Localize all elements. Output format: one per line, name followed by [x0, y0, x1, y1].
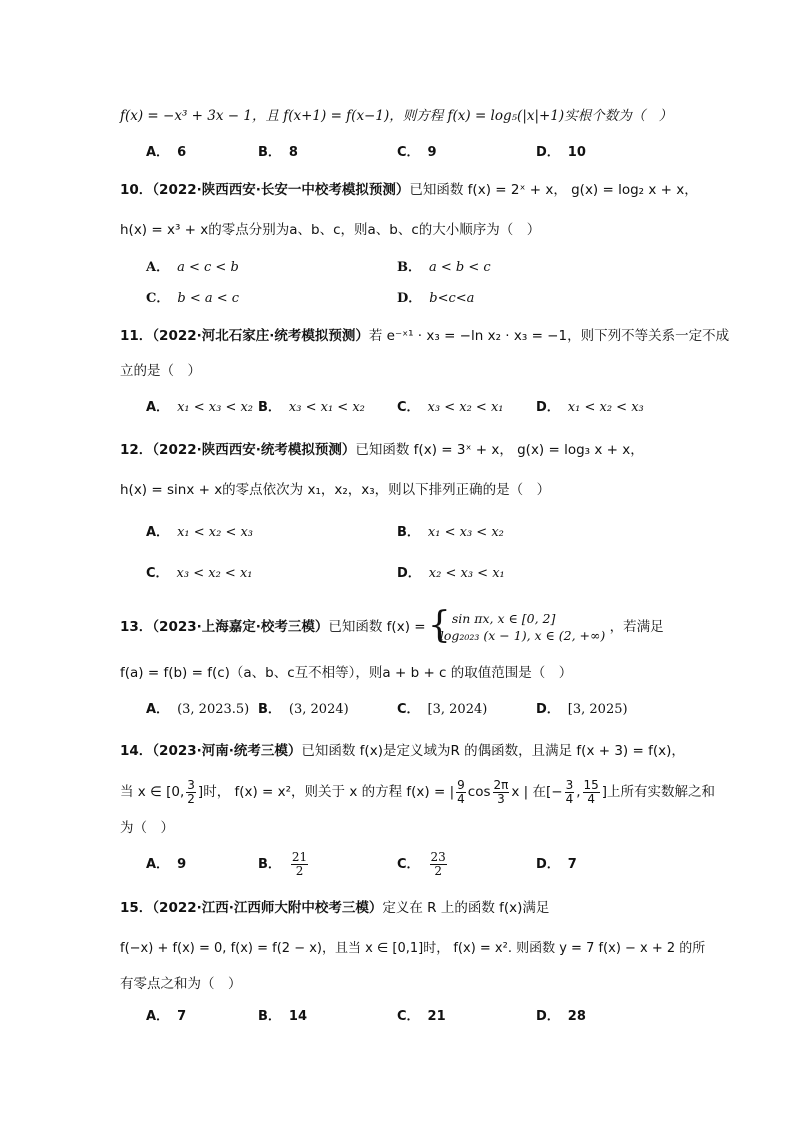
option-label: D． — [536, 145, 560, 160]
q9-stem: f(x) = −x³ + 3x − 1，且 f(x+1) = f(x−1)，则方程 f(x) = log₅(|x|+1)实根个数为（ ） — [120, 108, 673, 124]
option-label: D． — [536, 702, 560, 717]
fraction — [456, 779, 466, 806]
q12-option-d[interactable] — [397, 564, 505, 584]
option-label: D． — [397, 291, 422, 306]
option-label: D． — [397, 566, 421, 581]
q12-option-a[interactable] — [146, 523, 253, 543]
fraction — [583, 779, 600, 806]
q14-option-a[interactable] — [146, 855, 186, 875]
option-value: a < b < c — [429, 260, 491, 275]
q10-option-b[interactable] — [397, 258, 491, 278]
option-value: (3, 2023.5) — [177, 702, 250, 717]
q14-header — [120, 741, 685, 761]
numerator: 23 — [430, 850, 446, 864]
piecewise-definition — [430, 610, 605, 644]
question-stem-tail: ，若满足 — [609, 619, 664, 635]
option-label: A． — [146, 400, 170, 415]
option-value: 7 — [177, 1009, 187, 1024]
option-value: b < a < c — [177, 291, 240, 306]
option-value: 6 — [177, 145, 187, 160]
q10-option-c[interactable] — [146, 289, 239, 309]
q14-option-c[interactable] — [397, 848, 449, 882]
q9-option-b[interactable] — [258, 143, 298, 163]
option-value: (3, 2024) — [288, 702, 349, 717]
option-label: B． — [258, 400, 281, 415]
q10-header — [120, 180, 698, 200]
q15-stem-3: 有零点之和为（ ） — [120, 976, 242, 992]
option-value: x₃ < x₂ < x₁ — [427, 400, 504, 415]
q15-stem-2: f(−x) + f(x) = 0, f(x) = f(2 − x)，且当 x ∈ [0,1]时， f(x) = x². 则函数 y = 7 f(x) − x + 2 的所 — [120, 941, 706, 956]
option-value: 21 — [427, 1009, 446, 1024]
q9-option-d[interactable] — [536, 143, 586, 163]
stem-part: ]上所有实数解之和 — [601, 784, 716, 800]
option-label: A． — [146, 1009, 170, 1024]
stem-part: ]时， f(x) = x²，则关于 x 的方程 f(x) = | — [197, 784, 455, 800]
q14-stem-3: 为（ ） — [120, 820, 174, 836]
q9-option-c[interactable] — [397, 143, 437, 163]
option-label: B． — [258, 1009, 281, 1024]
option-value: x₃ < x₂ < x₁ — [176, 566, 253, 581]
numerator: 21 — [291, 850, 308, 864]
denominator: 2 — [434, 864, 442, 878]
option-value: 9 — [177, 857, 187, 872]
option-value: x₁ < x₃ < x₂ — [177, 400, 254, 415]
option-label: D． — [536, 857, 560, 872]
fraction — [186, 779, 196, 806]
question-source: （2023·上海嘉定·校考三模） — [152, 619, 329, 635]
option-label: A． — [146, 525, 170, 540]
option-label: A． — [146, 260, 170, 275]
option-value: 9 — [427, 145, 437, 160]
option-label: C． — [397, 400, 420, 415]
option-value: x₂ < x₃ < x₁ — [428, 566, 505, 581]
q15-option-d[interactable] — [536, 1007, 586, 1027]
q14-stem-2 — [120, 777, 715, 807]
question-stem: 已知函数 f(x) = 2ˣ + x， g(x) = log₂ x + x， — [409, 182, 698, 198]
q12-option-b[interactable] — [397, 523, 504, 543]
question-stem: 已知函数 f(x) = — [328, 619, 426, 635]
option-value: x₁ < x₃ < x₂ — [427, 525, 504, 540]
option-value: 28 — [567, 1009, 586, 1024]
option-label: D． — [536, 1009, 560, 1024]
q12-option-c[interactable] — [146, 564, 253, 584]
denominator: 2 — [295, 864, 304, 878]
q15-option-c[interactable] — [397, 1007, 446, 1027]
option-label: A． — [146, 145, 170, 160]
piece-case-1: { sin πx, x ∈ [0, 2] — [451, 611, 556, 626]
numerator: 2π — [493, 777, 509, 792]
question-number: 14． — [120, 743, 153, 759]
question-stem: 已知函数 f(x) = 3ˣ + x， g(x) = log₃ x + x， — [355, 442, 644, 458]
option-label: C． — [397, 1009, 420, 1024]
denominator: 4 — [565, 791, 574, 806]
q11-option-a[interactable] — [146, 398, 253, 418]
q14-option-b[interactable] — [258, 848, 310, 882]
fraction — [430, 851, 447, 878]
q12-header — [120, 440, 644, 460]
option-label: A． — [146, 857, 170, 872]
numerator: 3 — [187, 777, 195, 792]
option-value: [3, 2024) — [427, 702, 488, 717]
q13-option-a[interactable] — [146, 700, 249, 720]
q12-stem-2: h(x) = sinx + x的零点依次为 x₁，x₂，x₃，则以下排列正确的是（ ） — [120, 482, 551, 498]
question-source: （2022·陕西西安·统考模拟预测） — [152, 442, 356, 458]
option-value: [3, 2025) — [567, 702, 628, 717]
q13-option-b[interactable] — [258, 700, 349, 720]
option-label: C． — [397, 857, 420, 872]
stem-part: 当 x ∈ [0, — [120, 784, 185, 800]
option-label: C． — [146, 291, 170, 306]
question-number: 15． — [120, 900, 153, 916]
q15-option-b[interactable] — [258, 1007, 307, 1027]
q10-option-d[interactable] — [397, 289, 474, 309]
q11-option-d[interactable] — [536, 398, 644, 418]
question-source: （2022·河北石家庄·统考模拟预测） — [152, 328, 369, 344]
fraction — [291, 851, 308, 878]
option-value: x₁ < x₂ < x₃ — [567, 400, 644, 415]
q11-header — [120, 326, 729, 346]
option-value: a < c < b — [177, 260, 239, 275]
option-label: C． — [146, 566, 169, 581]
question-stem: 已知函数 f(x)是定义域为R 的偶函数，且满足 f(x + 3) = f(x)， — [301, 743, 685, 759]
stem-part: x | 在[− — [511, 784, 563, 800]
option-value: b<c<a — [429, 291, 475, 306]
option-value: 8 — [288, 145, 298, 160]
numerator: 9 — [457, 777, 465, 792]
q11-option-c[interactable] — [397, 398, 504, 418]
q11-option-b[interactable] — [258, 398, 365, 418]
q13-option-d[interactable] — [536, 700, 628, 720]
question-source: （2023·河南·统考三模） — [152, 743, 302, 759]
q15-header — [120, 898, 549, 918]
q9-option-a[interactable] — [146, 143, 186, 163]
question-number: 13． — [120, 619, 153, 635]
q13-header — [120, 610, 664, 644]
option-value: 7 — [567, 857, 577, 872]
option-label: B． — [258, 145, 281, 160]
option-value: x₃ < x₁ < x₂ — [288, 400, 365, 415]
question-number: 10． — [120, 182, 153, 198]
fraction — [493, 779, 510, 806]
q10-option-a[interactable] — [146, 258, 239, 278]
option-label: B． — [258, 702, 281, 717]
option-label: B． — [258, 857, 281, 872]
denominator: 4 — [457, 791, 465, 806]
question-source: （2022·陕西西安·长安一中校考模拟预测） — [152, 182, 410, 198]
question-stem: 若 e⁻ˣ¹ · x₃ = −ln x₂ · x₃ = −1，则下列不等关系一定不成 — [368, 328, 730, 344]
question-number: 11． — [120, 328, 153, 344]
option-value: 10 — [567, 145, 586, 160]
q14-option-d[interactable] — [536, 855, 577, 875]
option-label: D． — [536, 400, 560, 415]
numerator: 3 — [565, 777, 574, 792]
q13-option-c[interactable] — [397, 700, 487, 720]
q10-stem-2: h(x) = x³ + x的零点分别为a、b、c，则a、b、c的大小顺序为（ ） — [120, 222, 541, 238]
question-number: 12． — [120, 442, 153, 458]
stem-part: , — [576, 784, 581, 800]
option-label: B． — [397, 260, 421, 275]
numerator: 15 — [583, 777, 599, 792]
option-value: x₁ < x₂ < x₃ — [177, 525, 254, 540]
q13-stem-2: f(a) = f(b) = f(c)（a、b、c互不相等），则a + b + c 的取值范围是（ ） — [120, 665, 573, 681]
option-label: C． — [397, 702, 420, 717]
denominator: 3 — [497, 791, 505, 806]
q15-option-a[interactable] — [146, 1007, 186, 1027]
question-stem: 定义在 R 上的函数 f(x)满足 — [382, 900, 550, 916]
piece-case-2: log₂₀₂₃ (x − 1), x ∈ (2, +∞) — [439, 628, 606, 643]
fraction — [565, 779, 575, 806]
option-value: 14 — [288, 1009, 308, 1024]
option-label: B． — [397, 525, 420, 540]
denominator: 2 — [187, 791, 195, 806]
option-label: A． — [146, 702, 170, 717]
option-label: C． — [397, 145, 420, 160]
stem-part: cos — [467, 784, 491, 800]
question-source: （2022·江西·江西师大附中校考三模） — [152, 900, 383, 916]
denominator: 4 — [587, 791, 595, 806]
q11-stem-2: 立的是（ ） — [120, 363, 201, 379]
